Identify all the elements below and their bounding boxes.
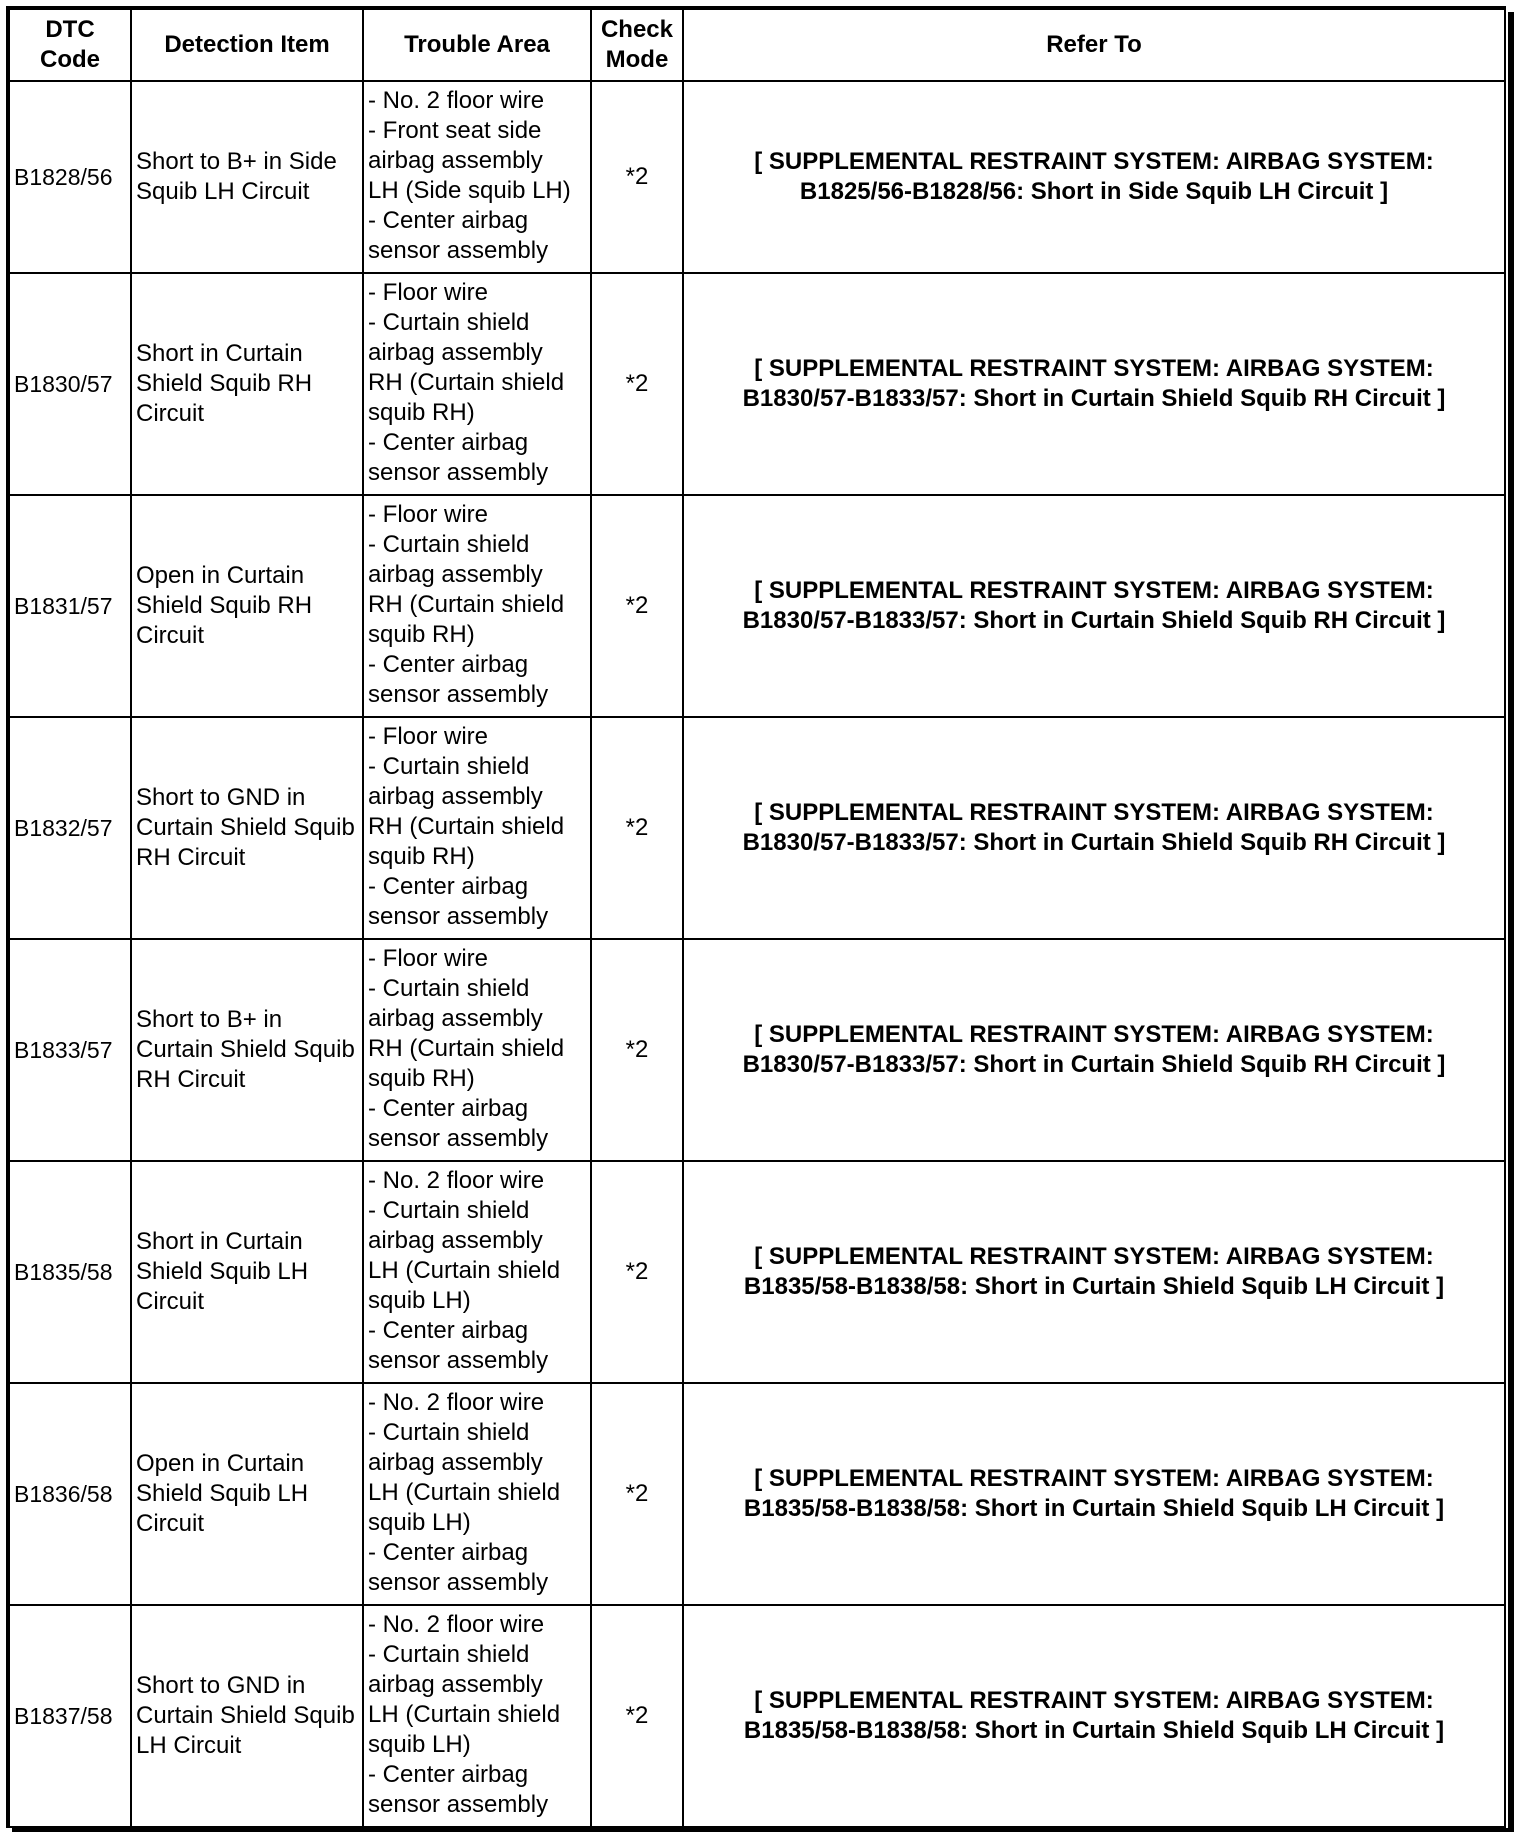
trouble-area-line: - Center airbag xyxy=(368,1317,529,1344)
refer-to-line: B1835/58-B1838/58: Short in Curtain Shield Squib LH Circuit ] xyxy=(743,1717,1445,1744)
dtc-code-cell: B1837/58 xyxy=(9,1605,131,1827)
trouble-area-cell xyxy=(363,1383,591,1605)
header-check-mode xyxy=(591,9,683,81)
refer-to-cell xyxy=(683,1605,1505,1827)
detection-item-cell: Open in Curtain Shield Squib RH Circuit xyxy=(131,495,363,717)
refer-to-cell xyxy=(683,273,1505,495)
check-mode-cell: *2 xyxy=(591,717,683,939)
trouble-area-line: - Floor wire xyxy=(368,501,489,528)
trouble-area-cell xyxy=(363,1161,591,1383)
trouble-area-line: - Center airbag xyxy=(368,1539,529,1566)
refer-to-line: B1830/57-B1833/57: Short in Curtain Shield Squib RH Circuit ] xyxy=(742,607,1446,634)
trouble-area-cell xyxy=(363,939,591,1161)
dtc-table xyxy=(8,8,1506,1828)
trouble-area-line: airbag assembly xyxy=(368,561,543,588)
trouble-area-line: - No. 2 floor wire xyxy=(368,1611,545,1638)
trouble-area-line: sensor assembly xyxy=(368,1791,549,1818)
refer-to-cell xyxy=(683,1383,1505,1605)
trouble-area-line: RH (Curtain shield xyxy=(368,591,565,618)
check-mode-cell: *2 xyxy=(591,495,683,717)
header-detection-item: Detection Item xyxy=(131,9,363,81)
table-row xyxy=(9,717,1505,939)
trouble-area-line: - Center airbag xyxy=(368,1095,529,1122)
refer-to-line: B1830/57-B1833/57: Short in Curtain Shield Squib RH Circuit ] xyxy=(742,1051,1446,1078)
header-row xyxy=(9,9,1505,81)
table-row xyxy=(9,939,1505,1161)
header-dtc-code xyxy=(9,9,131,81)
detection-item-cell: Short to B+ in Curtain Shield Squib RH Circuit xyxy=(131,939,363,1161)
refer-to-line: [ SUPPLEMENTAL RESTRAINT SYSTEM: AIRBAG SYSTEM: xyxy=(754,1465,1434,1492)
check-mode-cell: *2 xyxy=(591,273,683,495)
refer-to-cell xyxy=(683,1161,1505,1383)
trouble-area-line: - Floor wire xyxy=(368,279,489,306)
trouble-area-line: airbag assembly xyxy=(368,147,543,174)
trouble-area-line: airbag assembly xyxy=(368,1005,543,1032)
trouble-area-line: squib LH) xyxy=(368,1287,471,1314)
trouble-area-line: airbag assembly xyxy=(368,1227,543,1254)
trouble-area-cell xyxy=(363,495,591,717)
frame-shadow-right xyxy=(1508,12,1514,1832)
refer-to-line: [ SUPPLEMENTAL RESTRAINT SYSTEM: AIRBAG SYSTEM: xyxy=(754,355,1434,382)
refer-to-line: [ SUPPLEMENTAL RESTRAINT SYSTEM: AIRBAG SYSTEM: xyxy=(754,577,1434,604)
trouble-area-line: sensor assembly xyxy=(368,903,549,930)
table-row xyxy=(9,1161,1505,1383)
detection-item-cell: Open in Curtain Shield Squib LH Circuit xyxy=(131,1383,363,1605)
trouble-area-line: - Curtain shield xyxy=(368,975,530,1002)
trouble-area-line: - Center airbag xyxy=(368,873,529,900)
trouble-area-line: - Center airbag xyxy=(368,651,529,678)
trouble-area-line: LH (Curtain shield xyxy=(368,1701,561,1728)
trouble-area-line: squib LH) xyxy=(368,1731,471,1758)
dtc-code-cell: B1830/57 xyxy=(9,273,131,495)
refer-to-cell xyxy=(683,717,1505,939)
trouble-area-line: squib RH) xyxy=(368,1065,475,1092)
refer-to-line: B1835/58-B1838/58: Short in Curtain Shield Squib LH Circuit ] xyxy=(743,1495,1445,1522)
trouble-area-line: airbag assembly xyxy=(368,783,543,810)
dtc-code-cell: B1831/57 xyxy=(9,495,131,717)
refer-to-cell xyxy=(683,939,1505,1161)
header-check-mode-line: Mode xyxy=(605,46,669,73)
trouble-area-line: LH (Curtain shield xyxy=(368,1257,561,1284)
trouble-area-line: - Curtain shield xyxy=(368,309,530,336)
trouble-area-line: sensor assembly xyxy=(368,681,549,708)
trouble-area-line: sensor assembly xyxy=(368,237,549,264)
header-trouble-area: Trouble Area xyxy=(363,9,591,81)
trouble-area-cell xyxy=(363,273,591,495)
refer-to-line: [ SUPPLEMENTAL RESTRAINT SYSTEM: AIRBAG SYSTEM: xyxy=(754,799,1434,826)
header-check-mode-line: Check xyxy=(600,16,674,43)
trouble-area-line: RH (Curtain shield xyxy=(368,813,565,840)
dtc-code-cell: B1836/58 xyxy=(9,1383,131,1605)
table-row xyxy=(9,1605,1505,1827)
dtc-code-cell: B1832/57 xyxy=(9,717,131,939)
trouble-area-line: - Floor wire xyxy=(368,945,489,972)
trouble-area-line: squib LH) xyxy=(368,1509,471,1536)
table-row xyxy=(9,81,1505,273)
trouble-area-line: - Curtain shield xyxy=(368,531,530,558)
trouble-area-line: - No. 2 floor wire xyxy=(368,87,545,114)
trouble-area-line: - Curtain shield xyxy=(368,1197,530,1224)
trouble-area-line: sensor assembly xyxy=(368,1347,549,1374)
trouble-area-line: squib RH) xyxy=(368,621,475,648)
detection-item-cell: Short in Curtain Shield Squib LH Circuit xyxy=(131,1161,363,1383)
refer-to-cell xyxy=(683,81,1505,273)
table-row xyxy=(9,495,1505,717)
detection-item-cell: Short to B+ in Side Squib LH Circuit xyxy=(131,81,363,273)
check-mode-cell: *2 xyxy=(591,939,683,1161)
trouble-area-line: LH (Side squib LH) xyxy=(368,177,571,204)
header-dtc-code-line: Code xyxy=(40,46,100,73)
trouble-area-line: - Curtain shield xyxy=(368,1641,530,1668)
refer-to-line: [ SUPPLEMENTAL RESTRAINT SYSTEM: AIRBAG SYSTEM: xyxy=(754,1687,1434,1714)
trouble-area-line: - Curtain shield xyxy=(368,753,530,780)
dtc-code-cell: B1833/57 xyxy=(9,939,131,1161)
header-dtc-code-line: DTC xyxy=(45,16,95,43)
refer-to-line: B1830/57-B1833/57: Short in Curtain Shield Squib RH Circuit ] xyxy=(742,829,1446,856)
trouble-area-cell xyxy=(363,1605,591,1827)
check-mode-cell: *2 xyxy=(591,1383,683,1605)
trouble-area-line: LH (Curtain shield xyxy=(368,1479,561,1506)
trouble-area-line: - Center airbag xyxy=(368,207,529,234)
trouble-area-line: airbag assembly xyxy=(368,339,543,366)
refer-to-line: B1835/58-B1838/58: Short in Curtain Shield Squib LH Circuit ] xyxy=(743,1273,1445,1300)
trouble-area-line: sensor assembly xyxy=(368,459,549,486)
trouble-area-cell xyxy=(363,717,591,939)
detection-item-cell: Short to GND in Curtain Shield Squib RH Circuit xyxy=(131,717,363,939)
detection-item-cell: Short in Curtain Shield Squib RH Circuit xyxy=(131,273,363,495)
trouble-area-line: - Curtain shield xyxy=(368,1419,530,1446)
trouble-area-line: - Floor wire xyxy=(368,723,489,750)
trouble-area-line: RH (Curtain shield xyxy=(368,1035,565,1062)
check-mode-cell: *2 xyxy=(591,1161,683,1383)
refer-to-line: [ SUPPLEMENTAL RESTRAINT SYSTEM: AIRBAG SYSTEM: xyxy=(754,148,1434,175)
dtc-code-cell: B1828/56 xyxy=(9,81,131,273)
trouble-area-line: - Center airbag xyxy=(368,429,529,456)
trouble-area-line: squib RH) xyxy=(368,843,475,870)
detection-item-cell: Short to GND in Curtain Shield Squib LH Circuit xyxy=(131,1605,363,1827)
table-row xyxy=(9,273,1505,495)
dtc-code-cell: B1835/58 xyxy=(9,1161,131,1383)
check-mode-cell: *2 xyxy=(591,1605,683,1827)
refer-to-line: [ SUPPLEMENTAL RESTRAINT SYSTEM: AIRBAG SYSTEM: xyxy=(754,1243,1434,1270)
trouble-area-line: airbag assembly xyxy=(368,1671,543,1698)
trouble-area-line: - Center airbag xyxy=(368,1761,529,1788)
table-row xyxy=(9,1383,1505,1605)
refer-to-cell xyxy=(683,495,1505,717)
refer-to-line: [ SUPPLEMENTAL RESTRAINT SYSTEM: AIRBAG SYSTEM: xyxy=(754,1021,1434,1048)
trouble-area-line: - No. 2 floor wire xyxy=(368,1167,545,1194)
trouble-area-line: airbag assembly xyxy=(368,1449,543,1476)
check-mode-cell: *2 xyxy=(591,81,683,273)
refer-to-line: B1825/56-B1828/56: Short in Side Squib LH Circuit ] xyxy=(799,178,1389,205)
trouble-area-line: sensor assembly xyxy=(368,1125,549,1152)
trouble-area-line: RH (Curtain shield xyxy=(368,369,565,396)
trouble-area-line: - No. 2 floor wire xyxy=(368,1389,545,1416)
trouble-area-line: - Front seat side xyxy=(368,117,542,144)
trouble-area-line: sensor assembly xyxy=(368,1569,549,1596)
trouble-area-line: squib RH) xyxy=(368,399,475,426)
refer-to-line: B1830/57-B1833/57: Short in Curtain Shield Squib RH Circuit ] xyxy=(742,385,1446,412)
header-refer-to: Refer To xyxy=(683,9,1505,81)
trouble-area-cell xyxy=(363,81,591,273)
frame-shadow-bottom xyxy=(12,1828,1514,1832)
